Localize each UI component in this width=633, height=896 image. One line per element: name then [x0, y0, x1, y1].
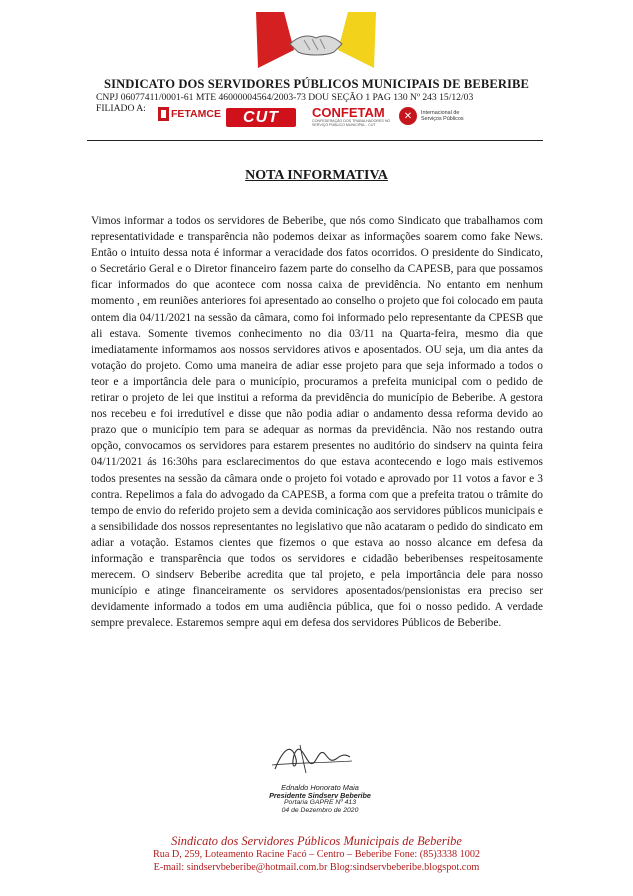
header-divider [87, 140, 543, 141]
registration-line: CNPJ 06077411/0001-61 MTE 46000004564/2003-73 DOU SEÇÃO 1 PAG 130 Nº 243 15/12/03 [96, 92, 474, 103]
page-title [0, 168, 633, 184]
page-title-text: NOTA INFORMATIVA [245, 168, 388, 183]
cut-label: CUT [243, 108, 279, 126]
isp-logo [399, 107, 481, 125]
fetamce-logo [158, 107, 221, 121]
cut-logo [226, 108, 296, 127]
confetam-logo [312, 106, 392, 127]
fetamce-label: FETAMCE [171, 108, 221, 120]
org-name: SINDICATO DOS SERVIDORES PÚBLICOS MUNICIPAIS DE BEBERIBE [103, 77, 530, 91]
union-logo-handshake [254, 10, 378, 76]
body-text: Vimos informar a todos os servidores de Beberibe, que nós como Sindicato que trabalhamos com representatividade e transparência não podemos deixar as informações soarem como fake News. Então o intuito dessa nota é informar a veracidade dos fatos ocorridos. O presidente do Sindicato, o Secretário Geral e o Diretor financeiro fazem parte do conselho da CAPESB, para que possamos ficar informados do que acontece com nossa caixa de previdência. No entanto em nenhum momento , em reuniões anteriores foi apresentado ao conselho o projeto que foi colocado em pauta ontem dia 04/11/2021 na sessão da câmara, como foi informado pelo representante da CPESB que ali estava. Somente tivemos conhecimento no dia 03/11 na Quarta-feira, mesmo dia que imediatamente informamos aos nossos servidores ativos e aposentados. OU seja, um dia antes da votação do projeto. Como uma maneira de adiar esse projeto para que seja informado a todos o teor e a importância dele para o município, procuramos a prefeita municipal com o pedido de retirar o projeto de lei que institui a reforma da previdência do município de Beberibe. A gestora nos recebeu e foi irredutível e disse que não podia adiar o andamento dessa reforma devido ao prazo que o município tem para se adequar as normas da previdência. Não nos restando outra opção, convocamos os servidores para estarem presentes no auditório do sindserv na quinta feira 04/11/2021 ás 16:30hs para esclarecimentos do que estava acontecendo e logo mais estivemos todos presentes na sessão da câmara onde o projeto foi votado e aprovado por 11 votos a favor e 3 contra. Repelimos a fala do advogado da CAPESB, a forma com que a prefeita tratou o trâmite do tempo de envio do referido projeto sem a devida cominicação aos servidores públicos municipais e a sensibilidade dos nossos representantes no legislativo que não acataram o pedido do sindicato em adiar a votação. Estamos cientes que fizemos o que estava ao nosso alcance em defesa da informação e transparência que todos os servidores e cidadão beberibenses respeitosamente merecem. O sindserv Beberibe acredita que tal projeto, e pela importância dele para nosso município e atinge financeiramente os servidores aposentados/pensionistas era preciso ser devidamente informado a todos em uma audiência pública, que foi o nosso pedido. A verdade sempre prevalece. Estaremos sempre aqui em defesa dos servidores Públicos de Beberibe. [91, 215, 543, 630]
fetamce-icon [158, 107, 169, 121]
footer-address: Rua D, 259, Loteamento Racine Facó – Centro – Beberibe Fone: (85)3338 1002 [152, 849, 481, 860]
handwritten-signature [270, 741, 355, 776]
confetam-subtitle: CONFEDERAÇÃO DOS TRABALHADORES NO SERVIÇO PÚBLICO MUNICIPAL - CUT [312, 119, 391, 127]
signatory-portaria: Portaria GAPRE Nº 413 [284, 799, 356, 807]
signatory-name: Ednaldo Honorato Maia [281, 783, 359, 792]
confetam-label: CONFETAM [312, 105, 385, 120]
footer-org: Sindicato dos Servidores Públicos Municipais de Beberibe [171, 834, 462, 848]
footer-contact: E-mail: sindservbeberibe@hotmail.com.br Blog:sindservbeberibe.blogspot.com [153, 861, 480, 873]
signature-stamp [230, 784, 410, 814]
filiado-label: FILIADO A: [96, 103, 146, 114]
signatory-date: 04 de Dezembro de 2020 [281, 806, 359, 814]
signatory-role: Presidente Sindserv Beberibe [269, 790, 371, 800]
footer [0, 834, 633, 874]
isp-label: Internacional de Serviços Públicos [421, 110, 464, 122]
isp-icon: ✕ [399, 107, 417, 125]
